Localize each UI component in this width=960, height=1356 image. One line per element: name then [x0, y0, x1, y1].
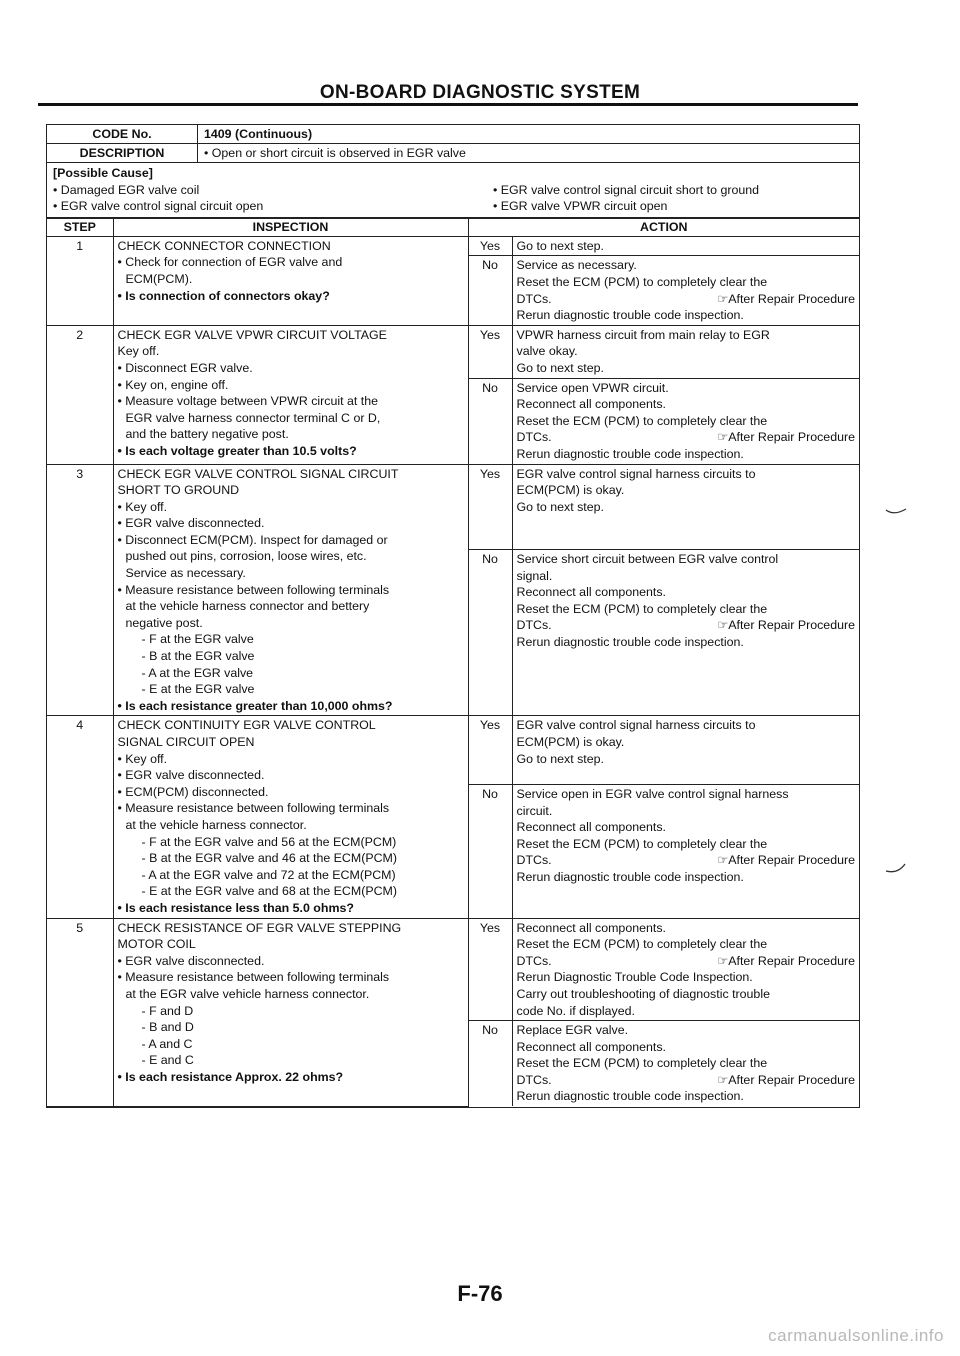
inspection-line: • EGR valve disconnected. — [117, 953, 265, 968]
yes-action — [512, 918, 859, 1021]
inspection-cell — [113, 918, 468, 1106]
step-number: 5 — [47, 918, 113, 1106]
inspection-line: • Disconnect ECM(PCM). Inspect for damaged or — [117, 532, 388, 547]
possible-cause-heading: [Possible Cause] — [53, 166, 153, 180]
repair-procedure-ref: ☞After Repair Procedure — [717, 1072, 855, 1087]
inspection-line: • Measure voltage between VPWR circuit at the — [117, 394, 379, 409]
inspection-line: Service as necessary. — [125, 566, 246, 581]
inspection-line: - F at the EGR valve and 56 at the ECM(PCM) — [141, 834, 397, 849]
inspection-line: • EGR valve disconnected. — [117, 768, 265, 783]
description-label: DESCRIPTION — [47, 144, 198, 162]
inspection-cell — [113, 464, 468, 716]
cause-item: • EGR valve control signal circuit short to ground — [493, 182, 760, 197]
yes-label: Yes — [468, 716, 512, 785]
yes-action — [512, 236, 859, 256]
no-action — [512, 785, 859, 918]
no-action — [512, 378, 859, 464]
page-title: ON-BOARD DIAGNOSTIC SYSTEM — [319, 82, 641, 103]
yes-action — [512, 464, 859, 550]
action-line: Reconnect all components. — [516, 920, 666, 935]
action-line: EGR valve control signal harness circuits to — [516, 466, 756, 481]
description-value: • Open or short circuit is observed in EGR valve — [204, 145, 466, 160]
action-line: Rerun diagnostic trouble code inspection. — [516, 635, 744, 650]
inspection-line: • EGR valve disconnected. — [117, 516, 265, 531]
inspection-line: • Is connection of connectors okay? — [117, 288, 330, 303]
inspection-line: - A at the EGR valve and 72 at the ECM(PCM) — [141, 867, 396, 882]
inspection-line: • Key on, engine off. — [117, 377, 229, 392]
inspection-line: - F and D — [141, 1003, 194, 1018]
description-row — [47, 144, 859, 163]
action-line: Service open in EGR valve control signal harness — [516, 787, 789, 802]
action-line: Reset the ECM (PCM) to completely clear the — [516, 836, 768, 851]
repair-procedure-ref: ☞After Repair Procedure — [717, 291, 855, 306]
inspection-header: INSPECTION — [113, 218, 468, 236]
action-line: Rerun diagnostic trouble code inspection. — [516, 446, 744, 461]
action-line: code No. if displayed. — [516, 1003, 635, 1018]
action-line: Rerun diagnostic trouble code inspection. — [516, 308, 744, 323]
inspection-line: CHECK EGR VALVE CONTROL SIGNAL CIRCUIT — [117, 466, 399, 481]
inspection-line: SHORT TO GROUND — [117, 483, 240, 498]
inspection-line: • Is each resistance less than 5.0 ohms? — [117, 900, 354, 915]
action-line: Carry out troubleshooting of diagnostic trouble — [516, 986, 770, 1001]
step-row — [47, 918, 859, 1021]
inspection-cell — [113, 236, 468, 325]
action-line: Rerun Diagnostic Trouble Code Inspection. — [516, 970, 753, 985]
inspection-line: - B at the EGR valve and 46 at the ECM(PCM) — [141, 851, 397, 866]
action-line: Reset the ECM (PCM) to completely clear the — [516, 274, 768, 289]
page-number: F-76 — [457, 1281, 503, 1306]
repair-procedure-ref: ☞After Repair Procedure — [717, 430, 855, 445]
step-number: 3 — [47, 464, 113, 716]
step-header: STEP — [47, 218, 113, 236]
code-row — [47, 125, 859, 144]
inspection-line: negative post. — [125, 615, 203, 630]
action-line: DTCs. — [516, 430, 552, 445]
inspection-line: • Measure resistance between following terminals — [117, 801, 390, 816]
inspection-line: - A and C — [141, 1036, 193, 1051]
step-row — [47, 325, 859, 378]
inspection-line: EGR valve harness connector terminal C or D, — [125, 410, 381, 425]
inspection-line: • Is each resistance Approx. 22 ohms? — [117, 1069, 344, 1084]
inspection-line: CHECK CONNECTOR CONNECTION — [117, 238, 331, 253]
action-line: Reset the ECM (PCM) to completely clear the — [516, 413, 768, 428]
yes-action — [512, 716, 859, 785]
step-row — [47, 236, 859, 256]
action-line: EGR valve control signal harness circuits to — [516, 718, 756, 733]
no-action — [512, 256, 859, 325]
yes-label: Yes — [468, 325, 512, 378]
inspection-line: • Measure resistance between following terminals — [117, 582, 390, 597]
no-label: No — [468, 378, 512, 464]
action-line: Rerun diagnostic trouble code inspection. — [516, 870, 744, 885]
action-line: DTCs. — [516, 618, 552, 633]
title-rule — [38, 103, 858, 106]
action-line: Service open VPWR circuit. — [516, 380, 669, 395]
step-number: 1 — [47, 236, 113, 325]
inspection-line: CHECK RESISTANCE OF EGR VALVE STEPPING — [117, 920, 402, 935]
code-value: 1409 (Continuous) — [204, 126, 313, 141]
inspection-line: at the EGR valve vehicle harness connector. — [125, 986, 370, 1001]
code-label: CODE No. — [47, 125, 198, 143]
yes-label: Yes — [468, 918, 512, 1021]
action-line: Go to next step. — [516, 238, 604, 253]
possible-cause — [47, 163, 859, 218]
inspection-line: SIGNAL CIRCUIT OPEN — [117, 735, 255, 749]
action-line: Reconnect all components. — [516, 820, 666, 835]
inspection-line: • ECM(PCM) disconnected. — [117, 784, 269, 799]
yes-label: Yes — [468, 236, 512, 256]
inspection-line: Key off. — [117, 344, 160, 359]
inspection-line: • Measure resistance between following terminals — [117, 970, 390, 985]
action-line: DTCs. — [516, 953, 552, 968]
action-line: Replace EGR valve. — [516, 1023, 629, 1038]
action-line: Rerun diagnostic trouble code inspection. — [516, 1089, 744, 1104]
step-row — [47, 464, 859, 550]
watermark: carmanualsonline.info — [768, 1326, 944, 1345]
inspection-line: - F at the EGR valve — [141, 632, 254, 647]
repair-procedure-ref: ☞After Repair Procedure — [717, 853, 855, 868]
margin-mark — [884, 862, 908, 876]
inspection-line: CHECK EGR VALVE VPWR CIRCUIT VOLTAGE — [117, 327, 387, 342]
inspection-line: - E at the EGR valve — [141, 682, 255, 697]
action-line: DTCs. — [516, 1072, 552, 1087]
no-label: No — [468, 785, 512, 918]
inspection-cell — [113, 325, 468, 464]
action-line: Reset the ECM (PCM) to completely clear the — [516, 601, 768, 616]
action-line: signal. — [516, 568, 553, 583]
steps-table — [47, 218, 859, 1107]
inspection-line: - B and D — [141, 1020, 194, 1035]
inspection-cell — [113, 716, 468, 918]
cause-item: • EGR valve VPWR circuit open — [493, 199, 668, 214]
repair-procedure-ref: ☞After Repair Procedure — [717, 618, 855, 633]
inspection-line: pushed out pins, corrosion, loose wires, etc. — [125, 549, 367, 564]
no-label: No — [468, 1021, 512, 1106]
cause-item: • EGR valve control signal circuit open — [53, 199, 264, 214]
margin-mark — [884, 506, 908, 520]
inspection-line: CHECK CONTINUITY EGR VALVE CONTROL — [117, 718, 376, 733]
action-line: ECM(PCM) is okay. — [516, 735, 625, 749]
inspection-line: at the vehicle harness connector. — [125, 817, 307, 832]
inspection-line: - A at the EGR valve — [141, 665, 254, 680]
cause-item: • Damaged EGR valve coil — [53, 182, 200, 197]
inspection-line: • Check for connection of EGR valve and — [117, 255, 343, 270]
action-line: Service short circuit between EGR valve control — [516, 552, 779, 567]
action-line: Service as necessary. — [516, 258, 637, 273]
inspection-line: • Key off. — [117, 499, 168, 514]
action-line: valve okay. — [516, 344, 578, 359]
inspection-line: - E and C — [141, 1053, 194, 1068]
step-row — [47, 716, 859, 785]
action-line: Reconnect all components. — [516, 1039, 666, 1054]
action-line: Go to next step. — [516, 360, 604, 375]
action-line: Go to next step. — [516, 751, 604, 766]
inspection-line: • Is each voltage greater than 10.5 volts? — [117, 443, 357, 458]
inspection-line: at the vehicle harness connector and bettery — [125, 599, 370, 614]
action-line: DTCs. — [516, 291, 552, 306]
action-line: DTCs. — [516, 853, 552, 868]
inspection-line: and the battery negative post. — [125, 427, 289, 442]
action-line: Reset the ECM (PCM) to completely clear the — [516, 1056, 768, 1071]
inspection-line: - E at the EGR valve and 68 at the ECM(PCM) — [141, 884, 397, 899]
action-line: Go to next step. — [516, 499, 604, 514]
repair-procedure-ref: ☞After Repair Procedure — [717, 953, 855, 968]
action-line: Reset the ECM (PCM) to completely clear the — [516, 937, 768, 952]
action-line: ECM(PCM) is okay. — [516, 483, 625, 498]
action-header: ACTION — [468, 218, 859, 236]
inspection-line: • Is each resistance greater than 10,000 ohms? — [117, 698, 393, 713]
no-label: No — [468, 550, 512, 716]
inspection-line: • Disconnect EGR valve. — [117, 360, 253, 375]
inspection-line: • Key off. — [117, 751, 168, 766]
step-number: 2 — [47, 325, 113, 464]
inspection-line: ECM(PCM). — [125, 271, 193, 286]
inspection-line: MOTOR COIL — [117, 937, 196, 952]
no-action — [512, 550, 859, 716]
yes-label: Yes — [468, 464, 512, 550]
no-action — [512, 1021, 859, 1106]
action-line: Reconnect all components. — [516, 585, 666, 600]
yes-action — [512, 325, 859, 378]
diagnostic-sheet — [46, 124, 860, 1108]
no-label: No — [468, 256, 512, 325]
action-line: Reconnect all components. — [516, 397, 666, 412]
action-line: VPWR harness circuit from main relay to EGR — [516, 327, 770, 342]
step-number: 4 — [47, 716, 113, 918]
inspection-line: - B at the EGR valve — [141, 649, 255, 664]
action-line: circuit. — [516, 803, 553, 818]
